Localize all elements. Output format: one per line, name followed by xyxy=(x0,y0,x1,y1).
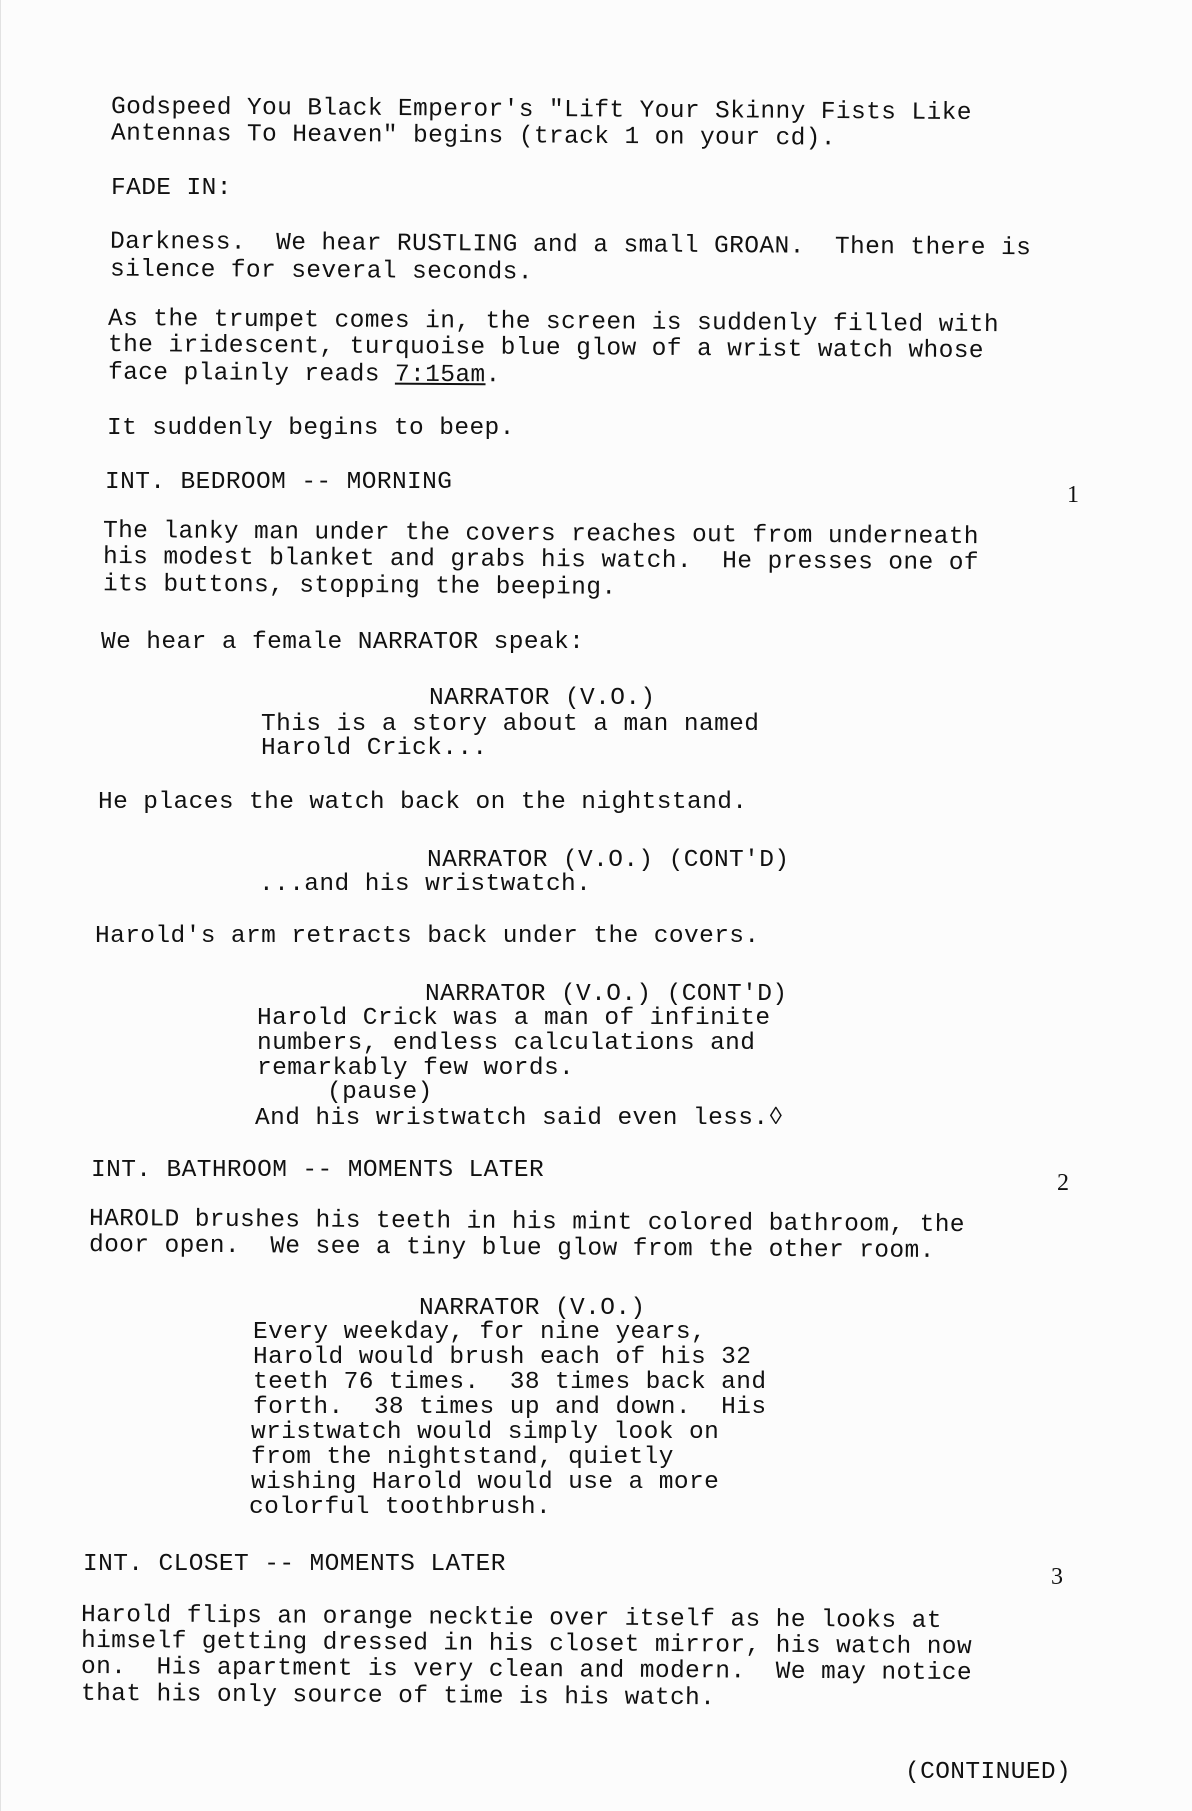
dialogue-line: from the nightstand, quietly xyxy=(251,1444,674,1471)
watch-time: 7:15am xyxy=(394,361,486,390)
action-line: We hear a female NARRATOR speak: xyxy=(101,629,585,656)
transition: FADE IN: xyxy=(111,175,232,202)
action-line: Darkness. We hear RUSTLING and a small GROAN. Then there is xyxy=(109,228,1032,263)
action-line: that his only source of time is his watch. xyxy=(80,1680,716,1713)
action-text: . xyxy=(485,362,501,390)
scene-number: 1 xyxy=(1067,482,1080,508)
continued-label: (CONTINUED) xyxy=(905,1759,1072,1786)
dialogue-line: Harold would brush each of his 32 xyxy=(253,1344,752,1371)
dialogue-line: wishing Harold would use a more xyxy=(251,1469,720,1496)
character-cue: NARRATOR (V.O.) (CONT'D) xyxy=(425,981,788,1008)
action-line: Harold's arm retracts back under the covers. xyxy=(95,923,760,950)
character-cue: NARRATOR (V.O.) (CONT'D) xyxy=(427,847,790,874)
dialogue-line: And his wristwatch said even less.◊ xyxy=(255,1105,784,1132)
character-cue: NARRATOR (V.O.) xyxy=(419,1295,646,1322)
dialogue-line: wristwatch would simply look on xyxy=(251,1419,720,1446)
parenthetical: (pause) xyxy=(327,1079,433,1106)
dialogue-line: This is a story about a man named xyxy=(261,711,760,738)
action-line: his modest blanket and grabs his watch. He presses one of xyxy=(102,543,980,578)
action-line: silence for several seconds. xyxy=(109,256,533,287)
scene-number: 3 xyxy=(1051,1564,1064,1590)
dialogue-line: colorful toothbrush. xyxy=(249,1494,552,1521)
action-line: It suddenly begins to beep. xyxy=(107,415,515,442)
dialogue-line: Harold Crick was a man of infinite xyxy=(257,1005,771,1032)
action-text: face plainly reads xyxy=(107,359,396,389)
action-line: HAROLD brushes his teeth in his mint colored bathroom, the xyxy=(88,1205,966,1240)
action-line: Harold flips an orange necktie over itself as he looks at xyxy=(80,1601,942,1636)
action-line: on. His apartment is very clean and modern. We may notice xyxy=(80,1653,973,1688)
action-line: As the trumpet comes in, the screen is suddenly filled with xyxy=(107,305,1000,340)
dialogue-line: forth. 38 times up and down. His xyxy=(253,1394,767,1421)
character-cue: NARRATOR (V.O.) xyxy=(429,685,656,712)
action-line: door open. We see a tiny blue glow from the other room. xyxy=(88,1232,935,1265)
action-line: He places the watch back on the nightstand. xyxy=(98,789,748,816)
action-line: Antennas To Heaven" begins (track 1 on your cd). xyxy=(110,120,837,153)
action-line xyxy=(108,361,501,390)
scene-heading: INT. BEDROOM -- MORNING xyxy=(105,469,453,496)
scene-heading: INT. BATHROOM -- MOMENTS LATER xyxy=(91,1157,545,1184)
action-line: himself getting dressed in his closet mirror, his watch now xyxy=(80,1627,973,1662)
dialogue-line: teeth 76 times. 38 times back and xyxy=(253,1369,767,1396)
dialogue-line: ...and his wristwatch. xyxy=(259,871,592,898)
action-line: Godspeed You Black Emperor's "Lift Your Skinny Fists Like xyxy=(110,93,972,128)
dialogue-line: numbers, endless calculations and xyxy=(257,1030,756,1057)
dialogue-line: Every weekday, for nine years, xyxy=(253,1319,707,1346)
dialogue-line: remarkably few words. xyxy=(257,1055,575,1082)
action-line: the iridescent, turquoise blue glow of a wrist watch whose xyxy=(107,331,985,366)
action-line: its buttons, stopping the beeping. xyxy=(102,571,617,602)
dialogue-line: Harold Crick... xyxy=(261,735,488,762)
scene-number: 2 xyxy=(1057,1170,1070,1196)
action-line: The lanky man under the covers reaches out from underneath xyxy=(102,517,980,552)
scene-heading: INT. CLOSET -- MOMENTS LATER xyxy=(83,1551,506,1578)
